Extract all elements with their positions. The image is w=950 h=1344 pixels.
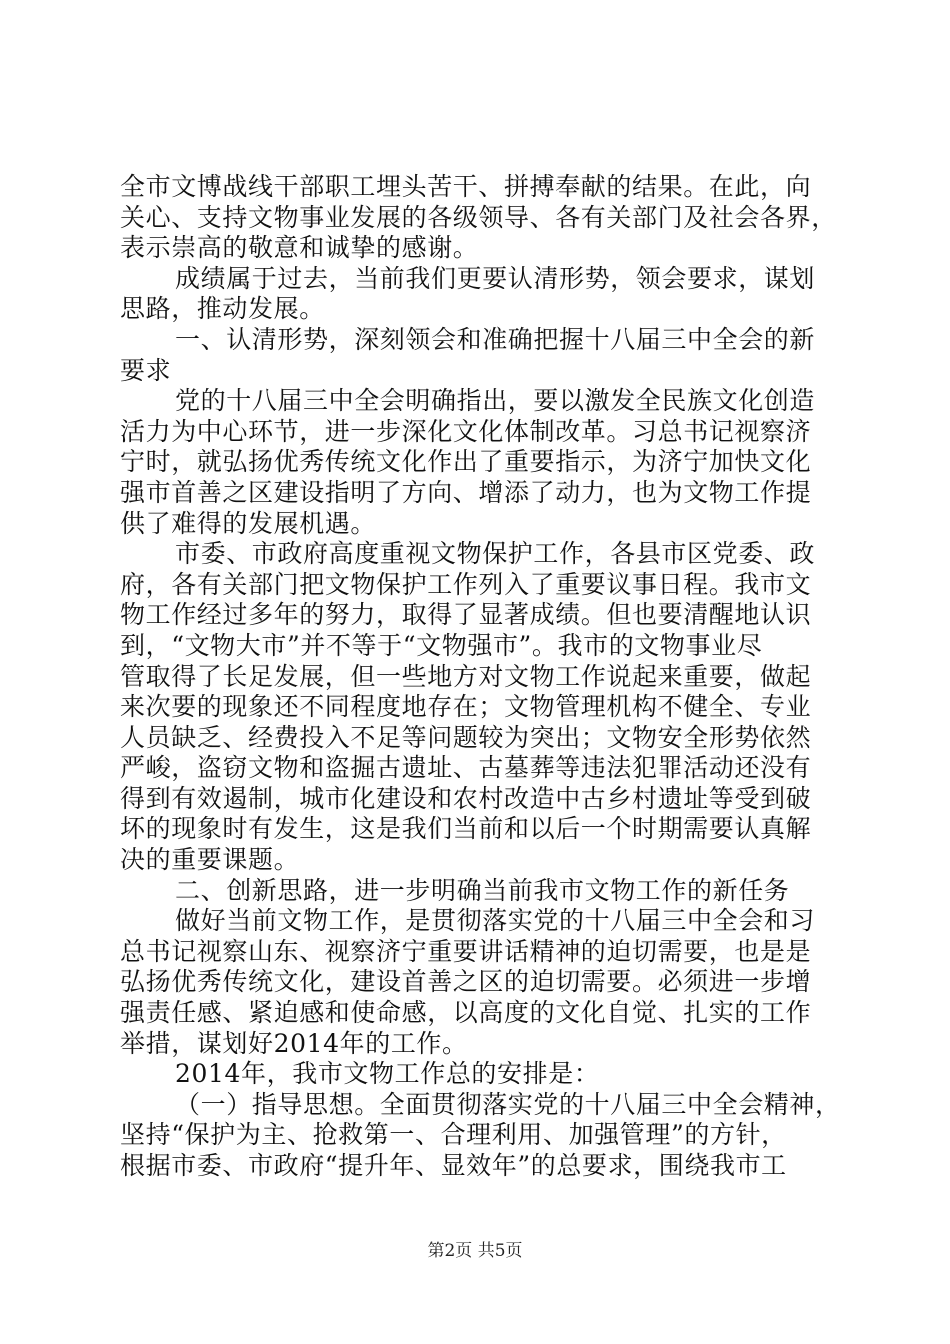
text-line: 来次要的现象还不同程度地存在；文物管理机构不健全、专业 [120,692,812,722]
text-line: 成绩属于过去，当前我们更要认清形势，领会要求，谋划 [175,263,816,293]
text-line: 要求 [120,355,172,385]
text-line: 宁时，就弘扬优秀传统文化作出了重要指示，为济宁加快文化 [120,447,812,477]
text-line: 严峻，盗窃文物和盗掘古遗址、古墓葬等违法犯罪活动还没有 [120,753,812,783]
text-line: 举措，谋划好2014年的工作。 [120,1028,468,1058]
document-body [120,172,840,1182]
text-line: 市委、市政府高度重视文物保护工作，各县市区党委、政 [175,539,816,569]
text-line: 表示崇高的敬意和诚挚的感谢。 [120,233,479,263]
text-line: （一）指导思想。全面贯彻落实党的十八届三中全会精神， [175,1089,841,1119]
text-line: 供了难得的发展机遇。 [120,508,377,538]
text-line: 做好当前文物工作，是贯彻落实党的十八届三中全会和习 [175,906,816,936]
text-line: 决的重要课题。 [120,845,300,875]
text-line: 二、创新思路，进一步明确当前我市文物工作的新任务 [175,875,790,905]
text-line: 强市首善之区建设指明了方向、增添了动力，也为文物工作提 [120,477,812,507]
text-line: 得到有效遏制，城市化建设和农村改造中古乡村遗址等受到破 [120,783,812,813]
text-line: 府，各有关部门把文物保护工作列入了重要议事日程。我市文 [120,569,812,599]
page-footer: 第2页 共5页 [427,1241,523,1261]
text-line: 思路，推动发展。 [120,294,325,324]
text-line: 根据市委、市政府“提升年、显效年”的总要求，围绕我市工 [120,1151,787,1180]
text-line: 2014年，我市文物工作总的安排是： [175,1059,600,1089]
text-line: 物工作经过多年的努力，取得了显著成绩。但也要清醒地认识 [120,600,812,630]
text-line: 到，“文物大市”并不等于“文物强市”。我市的文物事业尽 [120,630,763,660]
text-line: 全市文博战线干部职工埋头苦干、拼搏奉献的结果。在此，向 [120,172,812,201]
text-line: 坚持“保护为主、抢救第一、合理利用、加强管理”的方针， [120,1120,787,1150]
text-line: 活力为中心环节，进一步深化文化体制改革。习总书记视察济 [120,416,812,446]
text-line: 总书记视察山东、视察济宁重要讲话精神的迫切需要，也是是 [120,936,812,966]
text-line: 一、认清形势，深刻领会和准确把握十八届三中全会的新 [175,324,816,354]
text-line: 坏的现象时有发生，这是我们当前和以后一个时期需要认真解 [120,814,812,844]
text-line: 弘扬优秀传统文化，建设首善之区的迫切需要。必须进一步增 [120,967,812,997]
text-line: 人员缺乏、经费投入不足等问题较为突出；文物安全形势依然 [120,722,812,752]
text-line: 强责任感、紧迫感和使命感，以高度的文化自觉、扎实的工作 [120,998,812,1028]
text-line: 党的十八届三中全会明确指出，要以激发全民族文化创造 [175,386,816,416]
text-line: 管取得了长足发展，但一些地方对文物工作说起来重要，做起 [120,661,812,691]
text-line: 关心、支持文物事业发展的各级领导、各有关部门及社会各界， [120,202,837,232]
